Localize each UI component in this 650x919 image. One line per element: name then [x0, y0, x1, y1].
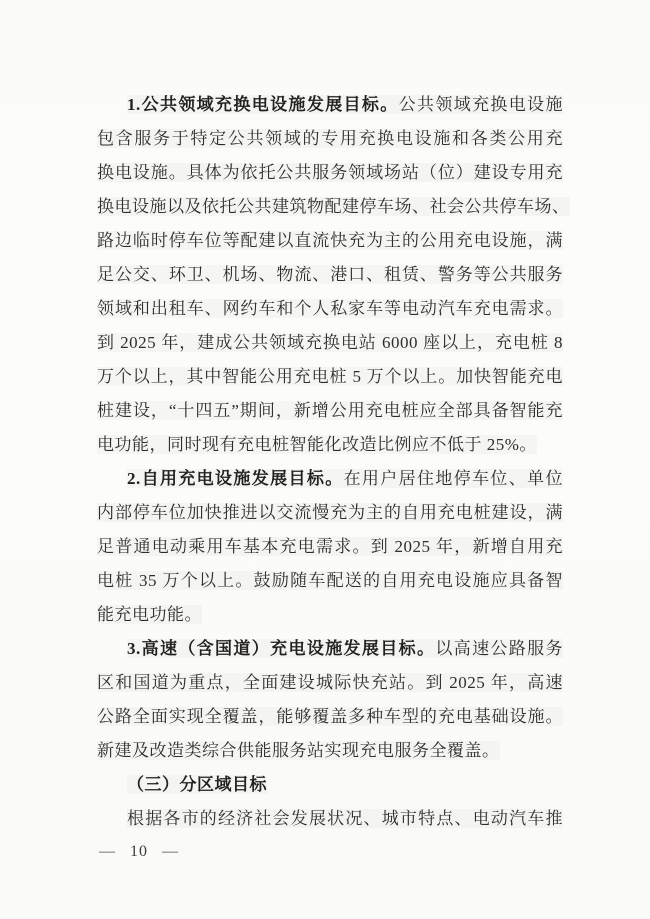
text-line-content: 公共领域充换电设施	[398, 95, 564, 114]
text-line-content: 到 2025 年，建成公共领域充换电站 6000 座以上，充电桩 8	[97, 333, 563, 352]
section-heading: （三）分区域目标	[127, 775, 267, 794]
text-line-content: 以高速公路服务	[435, 639, 564, 658]
page-number-dash-left: —	[99, 843, 116, 860]
page-number	[97, 843, 181, 861]
text-line	[97, 530, 563, 564]
text-line	[97, 394, 563, 428]
text-line	[97, 666, 563, 700]
text-line-content: 区和国道为重点，全面建设城际快充站。到 2025 年，高速	[97, 673, 563, 692]
text-line	[97, 428, 563, 462]
page-number-value: 10	[130, 843, 148, 860]
text-line	[97, 224, 563, 258]
text-line-content: 根据各市的经济社会发展状况、城市特点、电动汽车推	[127, 809, 563, 828]
text-line-content: 公路全面实现全覆盖，能够覆盖多种车型的充电基础设施。	[97, 707, 563, 726]
page-number-dash-right: —	[162, 843, 179, 860]
text-line	[97, 496, 563, 530]
text-line	[97, 700, 563, 734]
paragraph-heading: 2.自用充电设施发展目标。	[127, 469, 344, 488]
text-line-content: 电桩 35 万个以上。鼓励随车配送的自用充电设施应具备智	[97, 571, 563, 590]
text-line	[97, 462, 563, 496]
text-line-content: 在用户居住地停车位、单位	[343, 469, 564, 488]
text-line-content: 桩建设，“十四五”期间，新增公用充电桩应全部具备智能充	[97, 401, 563, 420]
paragraph-heading: 3.高速（含国道）充电设施发展目标。	[127, 639, 436, 658]
text-line-content: 领域和出租车、网约车和个人私家车等电动汽车充电需求。	[97, 299, 563, 318]
text-line-content: 换电设施。具体为依托公共服务领域场站（位）建设专用充	[97, 163, 563, 182]
document-text-block	[97, 88, 570, 836]
text-line	[97, 734, 563, 768]
text-line-content: 新建及改造类综合供能服务站实现充电服务全覆盖。	[97, 741, 500, 760]
text-line	[97, 598, 563, 632]
text-line-content: 足公交、环卫、机场、物流、港口、租赁、警务等公共服务	[97, 265, 563, 284]
text-line-content: 足普通电动乘用车基本充电需求。到 2025 年，新增自用充	[97, 537, 563, 556]
text-line	[97, 122, 563, 156]
text-line-content: 内部停车位加快推进以交流慢充为主的自用充电桩建设，满	[97, 503, 563, 522]
text-line	[97, 156, 563, 190]
text-line	[97, 360, 563, 394]
text-line	[97, 564, 563, 598]
text-line-content: 换电设施以及依托公共建筑物配建停车场、社会公共停车场、	[97, 197, 570, 216]
text-line	[97, 802, 563, 836]
paragraph-heading: 1.公共领域充换电设施发展目标。	[127, 95, 399, 114]
text-line	[97, 88, 563, 122]
text-line-content: 能充电功能。	[97, 605, 202, 624]
text-line	[97, 768, 563, 802]
text-line	[97, 632, 563, 666]
text-line	[97, 190, 570, 224]
text-line	[97, 326, 563, 360]
text-line-content: 包含服务于特定公共领域的专用充换电设施和各类公用充	[97, 129, 563, 148]
text-line	[97, 292, 563, 326]
text-line-content: 路边临时停车位等配建以直流快充为主的公用充电设施，满	[97, 231, 563, 250]
text-line-content: 电功能，同时现有充电桩智能化改造比例应不低于 25%。	[97, 435, 537, 454]
text-line-content: 万个以上，其中智能公用充电桩 5 万个以上。加快智能充电	[97, 367, 563, 386]
text-line	[97, 258, 563, 292]
